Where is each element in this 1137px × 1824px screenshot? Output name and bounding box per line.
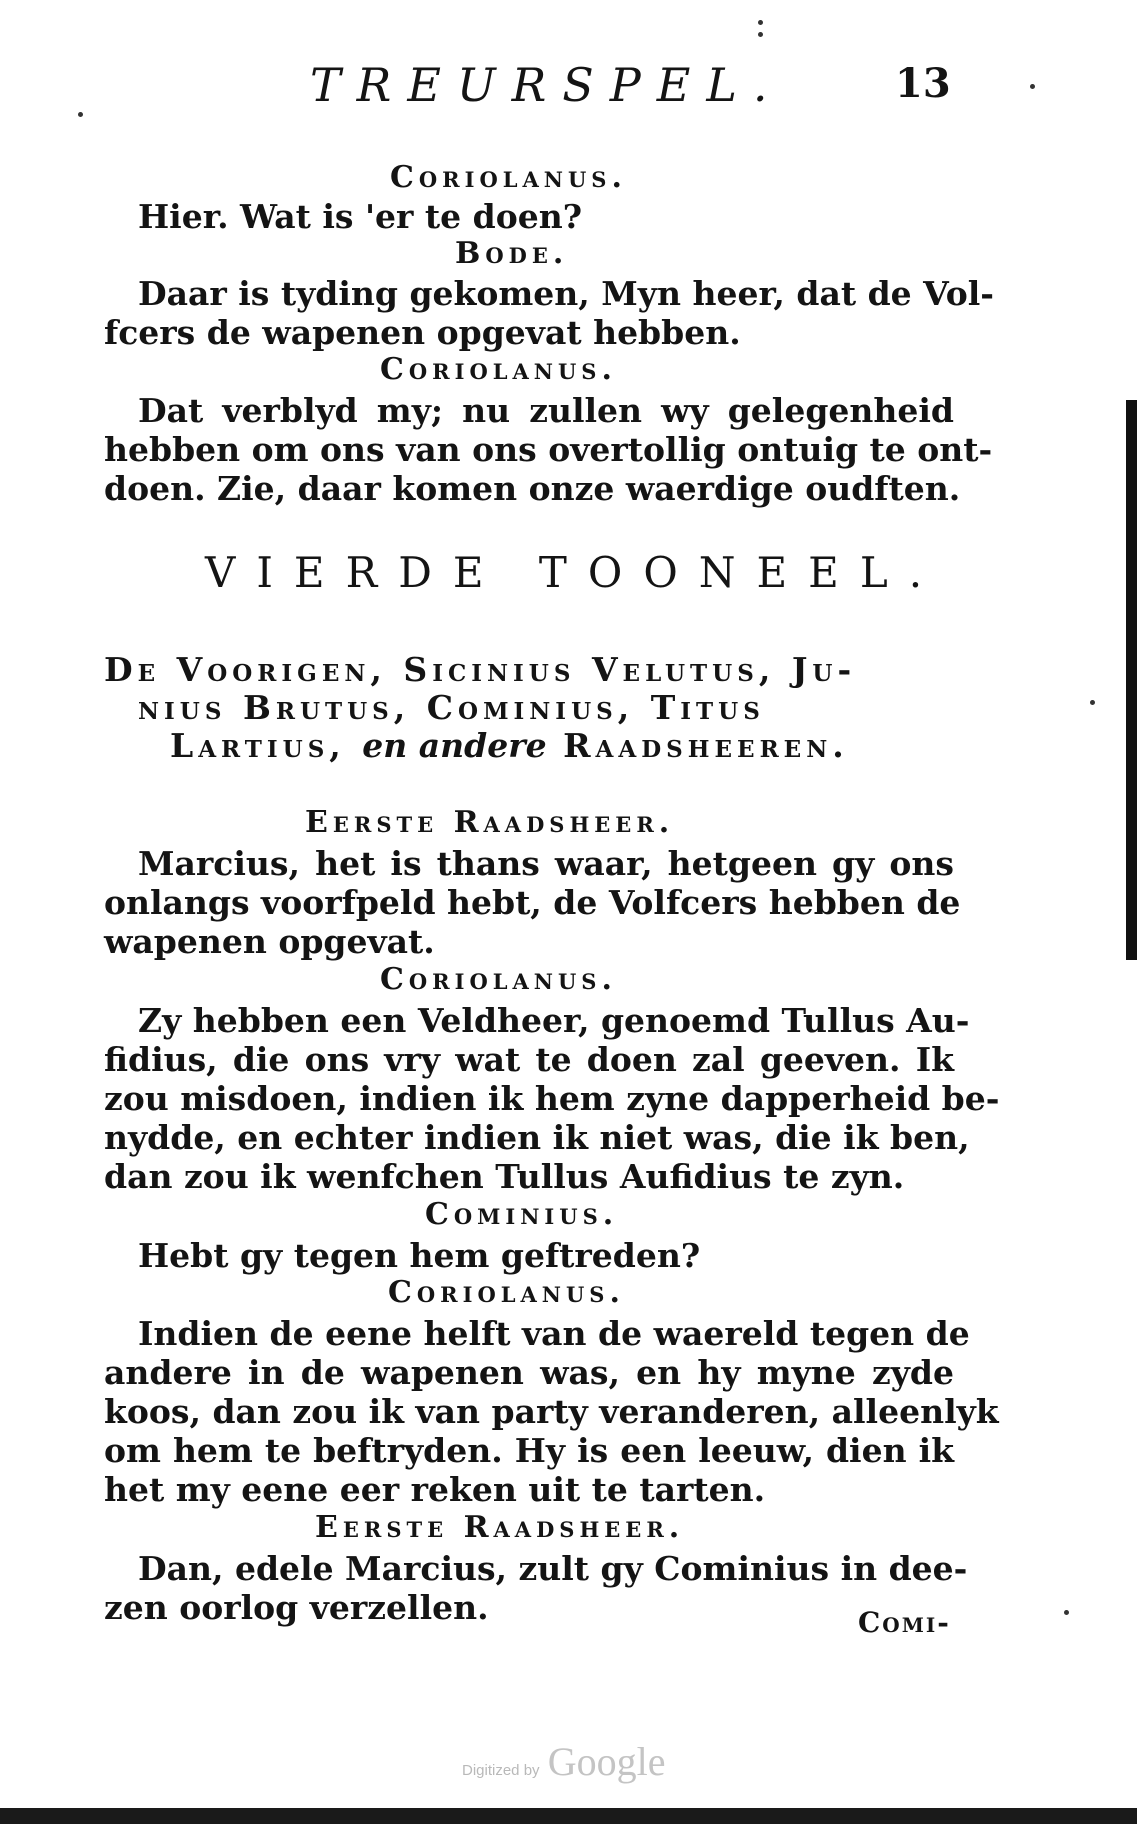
cast-line: De Voorigen, Sicinius Velutus, Ju- — [104, 650, 857, 689]
cast-line: nius Brutus, Cominius, Titus — [138, 688, 765, 727]
text-line: andere in de wapenen was, en hy myne zyde — [104, 1353, 954, 1392]
page-number: 13 — [895, 60, 951, 107]
cast-names: Lartius, — [170, 726, 346, 765]
cast-rest: Raadsheeren. — [563, 726, 849, 765]
scan-edge-shadow — [1126, 400, 1137, 960]
text-line: onlangs voorfpeld hebt, de Volfcers hebben de — [104, 883, 961, 922]
text-line: Dat verblyd my; nu zullen wy gelegenheid — [138, 391, 954, 430]
text-line: Marcius, het is thans waar, hetgeen gy ons — [138, 844, 954, 883]
ink-speck — [1090, 700, 1095, 705]
speaker-heading: Cominius. — [425, 1197, 619, 1232]
text-line: fcers de wapenen opgevat hebben. — [104, 313, 741, 352]
ink-speck — [78, 112, 83, 117]
cast-line-last — [170, 726, 849, 765]
text-line: koos, dan zou ik van party veranderen, alleenlyk — [104, 1392, 999, 1431]
text-line: hebben om ons van ons overtollig ontuig te ont- — [104, 430, 993, 469]
scan-bottom-shadow — [0, 1808, 1137, 1824]
speaker-heading: Coriolanus. — [388, 1275, 625, 1310]
catchword: Comi- — [858, 1606, 951, 1639]
ink-speck — [758, 32, 763, 37]
speaker-heading: Eerste Raadsheer. — [305, 805, 675, 840]
text-line: doen. Zie, daar komen onze waerdige oudften. — [104, 469, 961, 508]
text-line: Indien de eene helft van de waereld tegen de — [138, 1314, 970, 1353]
ink-speck — [758, 20, 763, 25]
running-title: TREURSPEL. — [310, 58, 784, 112]
speaker-heading: Bode. — [455, 236, 569, 271]
text-line: Zy hebben een Veldheer, genoemd Tullus Au- — [138, 1001, 970, 1040]
text-line: Daar is tyding gekomen, Myn heer, dat de Vol- — [138, 274, 994, 313]
cast-italic: en andere — [362, 726, 547, 765]
text-line: het my eene eer reken uit te tarten. — [104, 1470, 766, 1509]
ink-speck — [1030, 84, 1035, 89]
speaker-heading: Coriolanus. — [380, 962, 617, 997]
text-line: zen oorlog verzellen. — [104, 1588, 489, 1627]
scene-title: VIERDE TOONEEL. — [205, 548, 944, 597]
text-line: nydde, en echter indien ik niet was, die ik ben, — [104, 1118, 970, 1157]
digitized-by-label: Digitized by — [462, 1762, 540, 1779]
text-line: Hier. Wat is 'er te doen? — [138, 197, 583, 236]
text-line: Dan, edele Marcius, zult gy Cominius in dee- — [138, 1549, 968, 1588]
text-line: dan zou ik wenfchen Tullus Aufidius te zyn. — [104, 1157, 905, 1196]
text-line: Hebt gy tegen hem geftreden? — [138, 1236, 701, 1275]
speaker-heading: Coriolanus. — [390, 160, 627, 195]
text-line: zou misdoen, indien ik hem zyne dapperheid be- — [104, 1079, 1000, 1118]
ink-speck — [1064, 1610, 1069, 1615]
text-line: fidius, die ons vry wat te doen zal geeven. Ik — [104, 1040, 954, 1079]
text-line: wapenen opgevat. — [104, 922, 435, 961]
google-logo: Google — [547, 1739, 666, 1784]
text-line: om hem te beftryden. Hy is een leeuw, dien ik — [104, 1431, 954, 1470]
speaker-heading: Coriolanus. — [380, 352, 617, 387]
speaker-heading: Eerste Raadsheer. — [315, 1510, 685, 1545]
digitized-footer — [462, 1738, 665, 1785]
